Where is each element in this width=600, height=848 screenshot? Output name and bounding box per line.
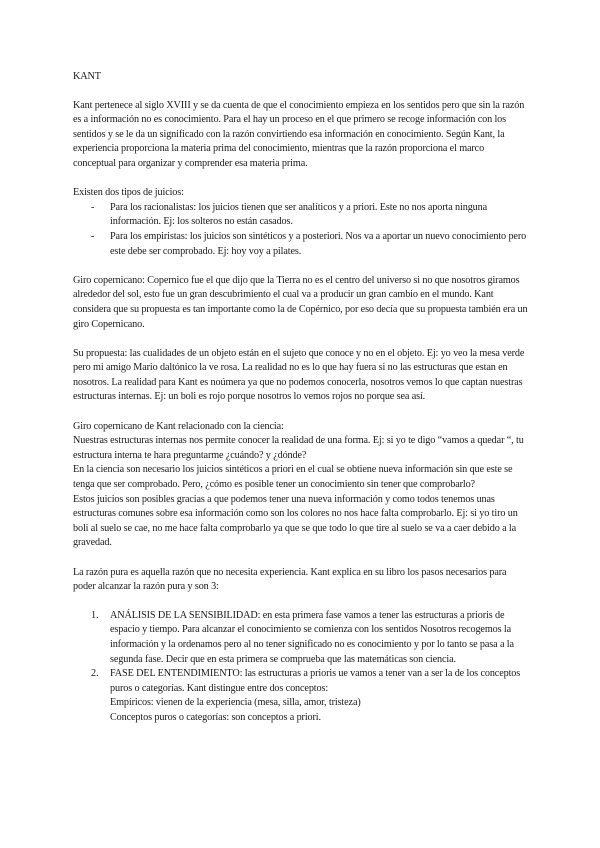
- list-item-text: Para los racionalistas: los juicios tienen que ser analíticos y a priori. Este no nos aporta ninguna información. Ej: los solteros no están casados.: [110, 201, 488, 228]
- document-title: KANT: [73, 71, 101, 82]
- ciencia-line: En la ciencia son necesario los juicios sintéticos a priori en el cual se obtiene nueva información sin que este se tenga que ser comprobado. Pero, ¿cómo es posible tener un conocimiento sin tener que comprobarlo?: [73, 464, 513, 491]
- ciencia-section: [73, 420, 528, 551]
- razon-paragraph: La razón pura es aquella razón que no necesita experiencia. Kant explica en su libro los pasos necesarios para poder alcanzar la razón pura y son 3:: [73, 566, 507, 593]
- list-number: 1.: [91, 609, 99, 621]
- ciencia-line: Estos juicios son posibles gracias a que podemos tener una nueva información y como todos tenemos unas estructuras comunes sobre esa información como son los colores no nos hace falta comprobarlo. Ej: si yo tiro un boli al suelo se cae, no me hace falta comprobarlo ya que se que todo lo que tire al suelo se va a caer debido a la gravedad.: [73, 493, 518, 549]
- pasos-list: [73, 609, 528, 726]
- dash-bullet: -: [91, 201, 95, 213]
- list-item-text: FASE DEL ENTENDIMIENTO: las estructuras a prioris ue vamos a tener van a ser la de los conceptos puros o categorías. Kant distingue entre dos conceptos:: [110, 668, 521, 694]
- juicios-list: [73, 201, 528, 259]
- list-item-text: Para los empiristas: los juicios son sintéticos y a posteriori. Nos va a aportar un nuevo conocimiento pero este debe ser comprobado. Ej: hoy voy a pilates.: [110, 230, 527, 257]
- list-number: 2.: [91, 668, 99, 680]
- giro-paragraph: Giro copernicano: Copernico fue el que dijo que la Tierra no es el centro del universo si no que nosotros giramos alrededor del sol, esto fue un gran descubrimiento el cual va a producir un gran cambio en el mundo. Kant considera que su propuesta es tan importante como la de Copérnico, por eso decía que su propuesta también era un giro Copernicano.: [73, 274, 528, 330]
- ciencia-heading: Giro copernicano de Kant relacionado con la ciencia:: [73, 420, 284, 432]
- list-item: [73, 230, 528, 259]
- dash-bullet: -: [91, 230, 95, 242]
- list-item-text: ANÁLISIS DE LA SENSIBILIDAD: en esta primera fase vamos a tener las estructuras a prioris de espacio y tiempo. Para alcanzar el conocimiento se comienza con los sentidos Nosotros recogemos la información y la ordenamos pero al no tener significado no es conocimiento y por lo tanto se pasa a la segunda fase. Decir que en esta primera se comprueba que las matemáticas son ciencia.: [110, 609, 514, 665]
- document-page: [73, 70, 528, 726]
- list-item-subline: Conceptos puros o categorías: son conceptos a priori.: [110, 711, 321, 723]
- list-item-subline: Empíricos: vienen de la experiencia (mesa, silla, amor, tristeza): [110, 697, 361, 709]
- list-item: [73, 609, 528, 667]
- list-item: [73, 667, 528, 725]
- intro-paragraph: Kant pertenece al siglo XVIII y se da cuenta de que el conocimiento empieza en los sentidos pero que sin la razón es a información no es conocimiento. Para el hay un proceso en el que primero se recoge información con los sentidos y se le da un significado con la razón convirtiendo esa información en conocimiento. Según Kant, la experiencia proporciona la materia prima del conocimiento, mientras que la razón proporciona el marco conceptual para organizar y comprender esa materia prima.: [73, 99, 525, 169]
- ciencia-line: Nuestras estructuras internas nos permite conocer la realidad de una forma. Ej: si yo te digo “vamos a quedar “, tu estructura interna te hara preguntarme ¿cuándo? y ¿dónde?: [73, 435, 524, 461]
- propuesta-paragraph: Su propuesta: las cualidades de un objeto están en el sujeto que conoce y no en el objeto. Ej: yo veo la mesa verde pero mi amigo Mario daltónico la ve rosa. La realidad no es lo que hay fuera si no las estructuras que estan en nosotros. La realidad para Kant es noúmera ya que no podemos conocerla, nosotros vemos lo que captan nuestras estructuras internas. Ej: un boli es rojo porque nosotros lo vemos rojos no porque sea así.: [73, 347, 525, 403]
- juicios-heading: Existen dos tipos de juicios:: [73, 187, 184, 199]
- list-item: [73, 201, 528, 230]
